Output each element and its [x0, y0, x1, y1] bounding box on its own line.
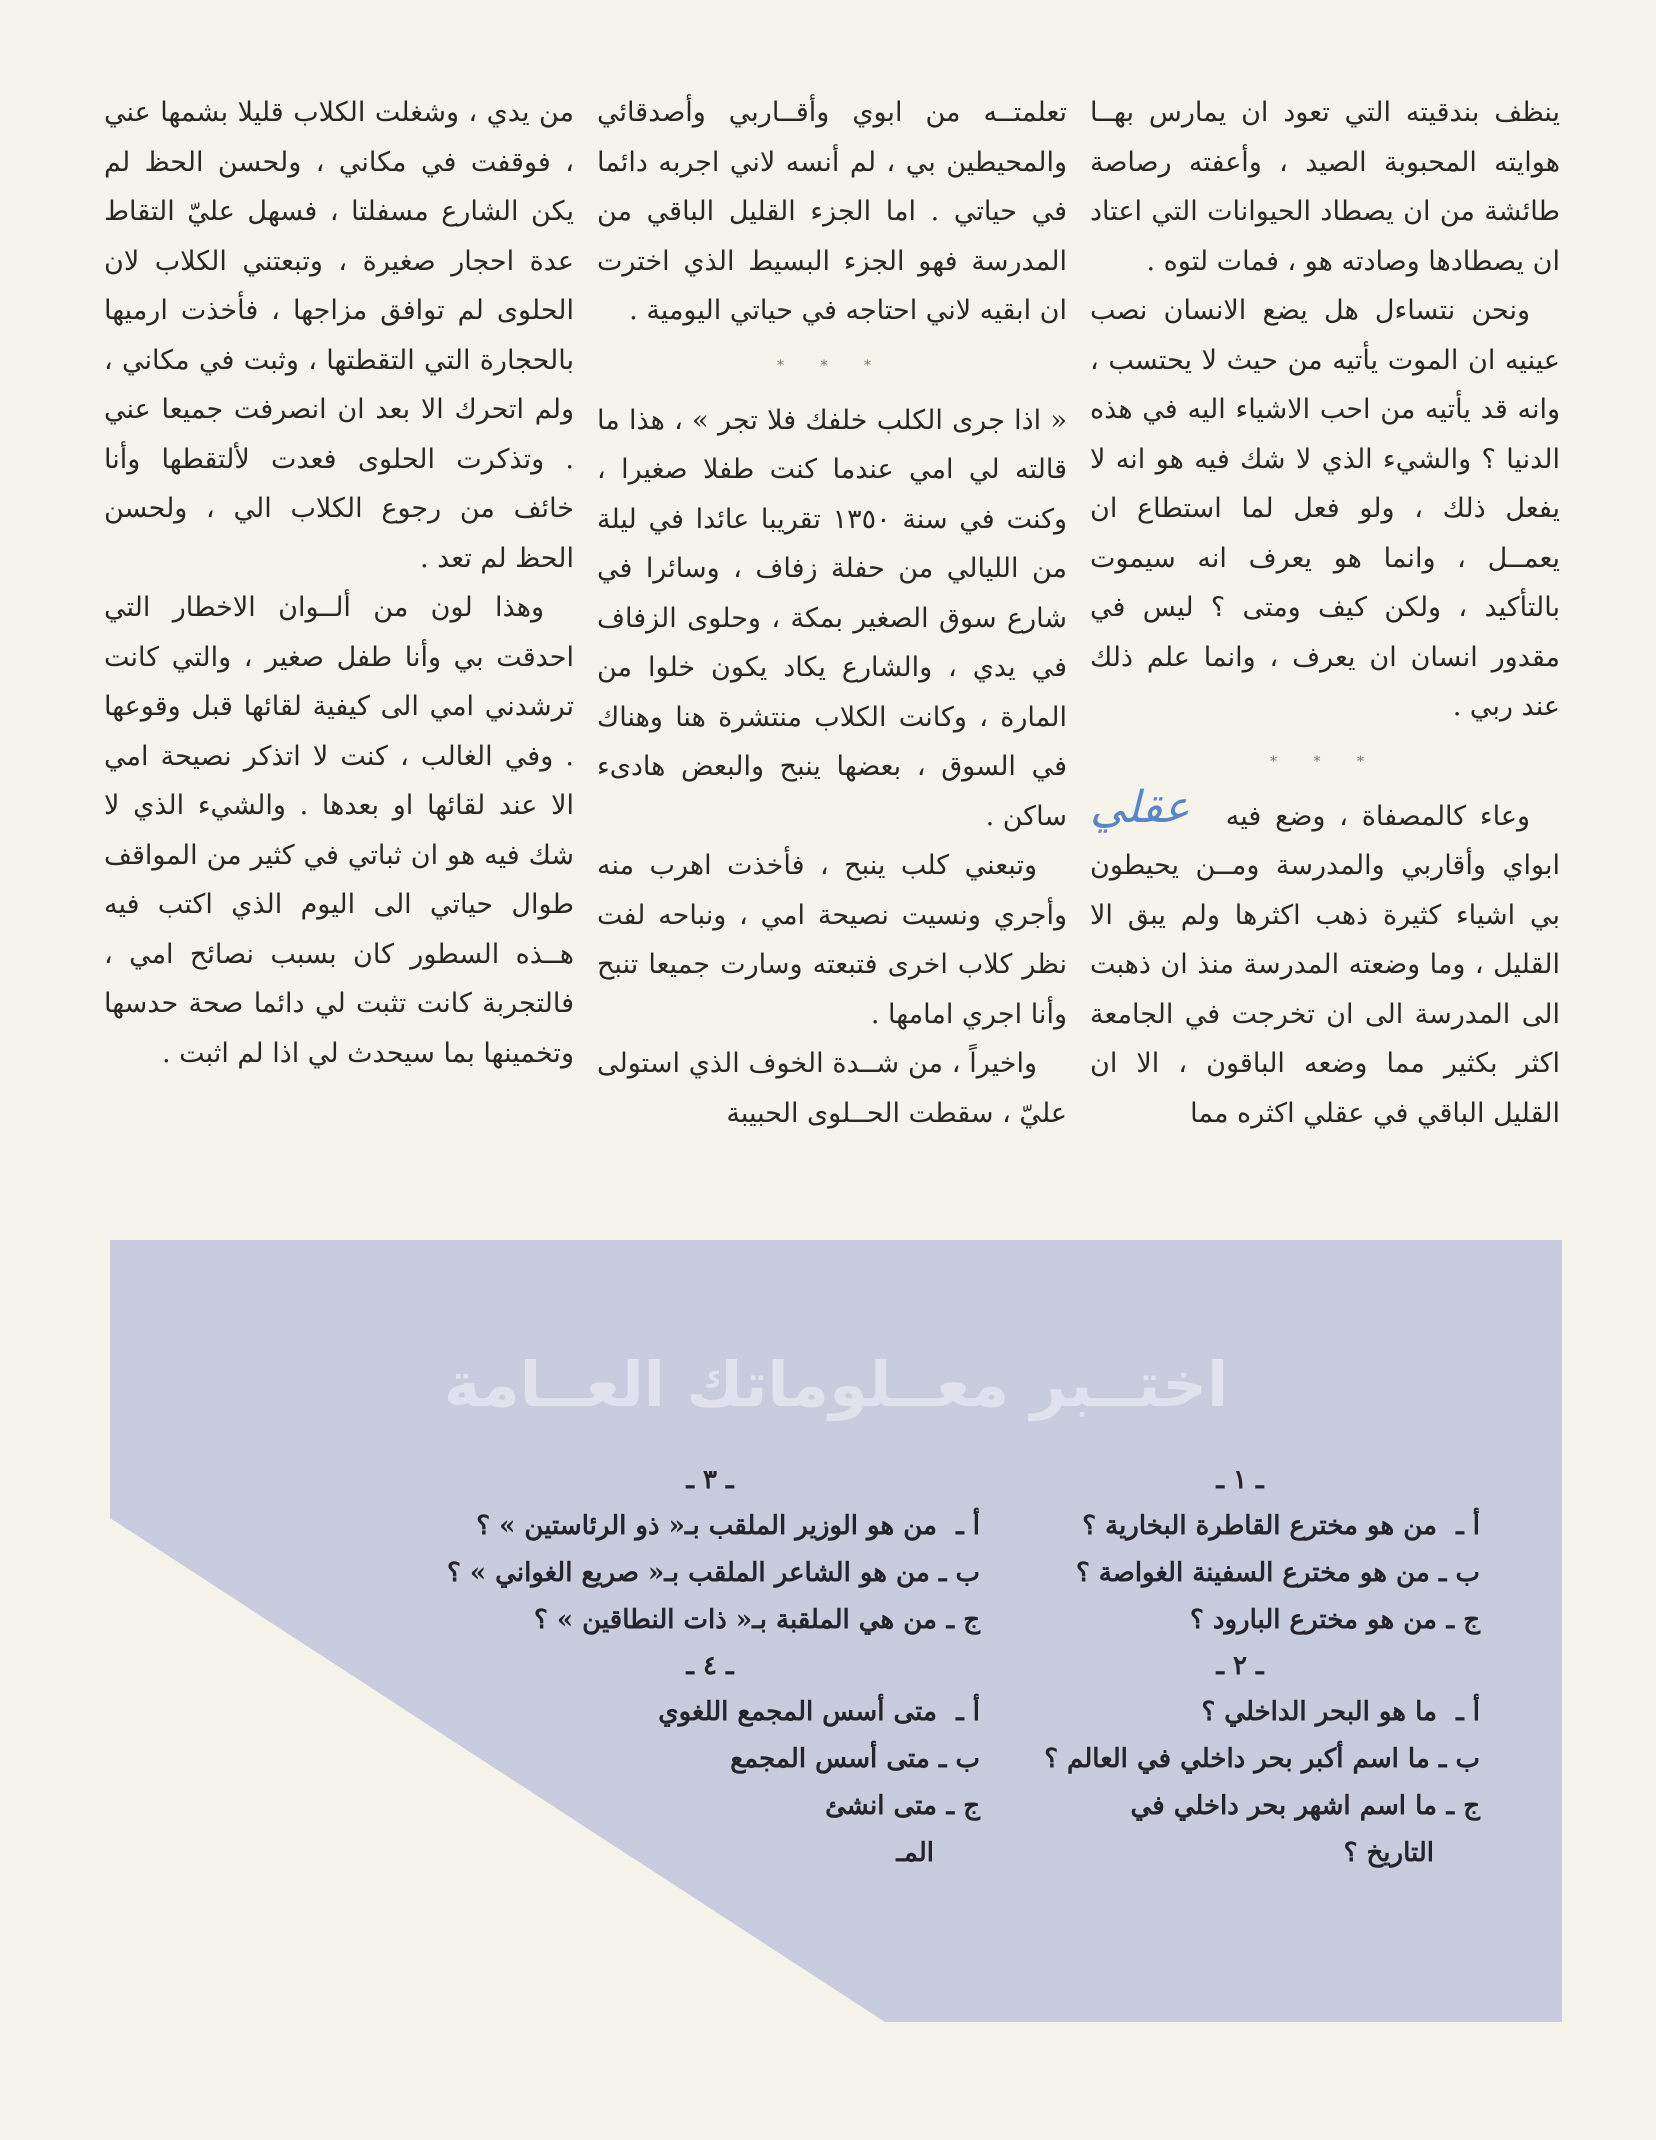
paragraph-text: وعاء كالمصفاة ، وضع فيه ابواي وأقاربي والمدرسة ومــن يحيطون بي اشياء كثيرة ذهب اكثرها ولم يبق الا القليل ، وما وضعته المدرسة منذ ان ذهبت الى المدرسة الى ان تخرجت في الجامعة اكثر بكثير مما وضعه الباقون ، الا ان القليل الباقي في عقلي اكثره مما — [1090, 800, 1560, 1129]
section-separator: * * * — [1270, 753, 1380, 770]
article-column-right — [1090, 88, 1560, 1138]
question-group-number: ـ ١ ـ — [1216, 1465, 1264, 1495]
section-separator: * * * — [777, 357, 887, 374]
question-letter: ج ـ — [1446, 1605, 1480, 1635]
question-letter: ج ـ — [946, 1605, 980, 1635]
paragraph: وهذا لون من ألــوان الاخطار التي احدقت بي وأنا طفل صغير ، والتي كانت ترشدني امي الى كيفية لقائها قبل وقوعها . وفي الغالب ، كنت لا اتذكر نصيحة امي الا عند لقائها او بعدها . والشيء الذي لا شك فيه هو ان ثباتي في كثير من المواقف طوال حياتي الى اليوم الذي اكتب فيه هــذه السطور كان بسبب نصائح امي ، فالتجربة كانت تثبت لي دائما صحة حدسها وتخمينها بما سيحدث لي اذا لم اثبت . — [104, 592, 574, 1069]
paragraph: « اذا جرى الكلب خلفك فلا تجر » ، هذا ما قالته لي امي عندما كنت طفلا صغيرا ، وكنت في سنة ١٣٥٠ تقريبا عائدا في ليلة من الليالي من حفلة زفاف ، وسائرا في شارع سوق الصغير بمكة ، وحلوى الزفاف في يدي ، والشارع يكاد يكون خلوا من المارة ، وكانت الكلاب منتشرة هنا وهناك في السوق ، بعضها ينبح والبعض هادىء ساكن . — [597, 404, 1067, 832]
question-text: من هو مخترع السفينة الغواصة ؟ — [1075, 1558, 1430, 1588]
article-column-middle — [597, 88, 1067, 1138]
question-letter: ج ـ — [1446, 1791, 1480, 1821]
paragraph: ينظف بندقيته التي تعود ان يمارس بهــا هوايته المحبوبة الصيد ، وأعفته رصاصة طائشة من ان يصطاد الحيوانات التي اعتاد ان يصطادها وصادته هو ، فمات لتوه . — [1090, 97, 1560, 277]
question-group-number: ـ ٣ ـ — [686, 1465, 734, 1495]
question-text: متى أسس المجمع — [730, 1744, 930, 1774]
question-text: ما اسم اشهر بحر داخلي في — [1130, 1791, 1437, 1821]
question-text: ما هو البحر الداخلي ؟ — [1201, 1697, 1437, 1727]
folded-corner — [110, 1518, 885, 2022]
question-continuation: التاريخ ؟ — [1343, 1838, 1434, 1868]
quiz-box — [110, 1240, 1562, 2022]
question-letter: أ ـ — [956, 1697, 980, 1727]
question-text: متى انشئ — [825, 1791, 937, 1821]
question-text: من هو مخترع البارود ؟ — [1190, 1605, 1437, 1635]
page-fold-overlay — [110, 1240, 1562, 2022]
question-text: من هو الشاعر الملقب بـ« صريع الغواني » ؟ — [447, 1558, 930, 1588]
question-text: من هو الوزير الملقب بـ« ذو الرئاستين » ؟ — [476, 1511, 937, 1541]
paragraph: وتبعني كلب ينبح ، فأخذت اهرب منه وأجري ونسيت نصيحة امي ، ونباحه لفت نظر كلاب اخرى فتبعته وسارت جميعا تنبح وأنا اجري امامها . — [597, 850, 1067, 1030]
question-text: من هو مخترع القاطرة البخارية ؟ — [1082, 1511, 1437, 1541]
handwritten-annotation: عقلي — [1090, 781, 1190, 833]
question-group-number: ـ ٢ ـ — [1216, 1651, 1264, 1681]
question-letter: ج ـ — [946, 1791, 980, 1821]
question-letter: ب ـ — [938, 1744, 980, 1774]
question-text: متى أسس المجمع اللغوي — [658, 1697, 937, 1727]
paragraph: تعلمتــه من ابوي وأقــاربي وأصدقائي والمحيطين بي ، لم أنسه لاني اجربه دائما في حياتي . اما الجزء القليل الباقي من المدرسة فهو الجزء البسيط الذي اخترت ان ابقيه لاني احتاجه في حياتي اليومية . — [597, 97, 1067, 326]
paragraph: واخيراً ، من شــدة الخوف الذي استولى عليّ ، سقطت الحــلوى الحبيبة — [597, 1048, 1067, 1129]
question-continuation: المـ — [896, 1838, 934, 1868]
paragraph: من يدي ، وشغلت الكلاب قليلا بشمها عني ، فوقفت في مكاني ، ولحسن الحظ لم يكن الشارع مسفلتا ، فسهل عليّ التقاط عدة احجار صغيرة ، وتبعتني الكلاب لان الحلوى لم توافق مزاجها ، فأخذت ارميها بالحجارة التي التقطتها ، وثبت في مكاني ، ولم اتحرك الا بعد ان انصرفت جميعا عني . وتذكرت الحلوى فعدت لألتقطها وأنا خائف من رجوع الكلاب الي ، ولحسن الحظ لم تعد . — [104, 97, 574, 574]
question-letter: أ ـ — [1456, 1697, 1480, 1727]
question-text: من هي الملقبة بـ« ذات النطاقين » ؟ — [534, 1605, 937, 1635]
question-letter: أ ـ — [1456, 1511, 1480, 1541]
quiz-title: اختــبر معــلوماتك العــامة — [443, 1348, 1229, 1421]
paragraph — [1090, 781, 1560, 1139]
question-letter: ب ـ — [938, 1558, 980, 1588]
article-column-left — [104, 88, 574, 1078]
question-letter: أ ـ — [956, 1511, 980, 1541]
question-text: ما اسم أكبر بحر داخلي في العالم ؟ — [1044, 1744, 1430, 1774]
question-letter: ب ـ — [1438, 1744, 1480, 1774]
question-letter: ب ـ — [1438, 1558, 1480, 1588]
paragraph: ونحن نتساءل هل يضع الانسان نصب عينيه ان الموت يأتيه من حيث لا يحتسب ، وانه قد يأتيه من احب الاشياء اليه في هذه الدنيا ؟ والشيء الذي لا شك فيه هو انه لا يفعل ذلك ، ولو فعل لما استطاع ان يعمــل ، وانما هو يعرف انه سيموت بالتأكيد ، ولكن كيف ومتى ؟ ليس في مقدور انسان ان يعرف ، وانما علم ذلك عند ربي . — [1090, 295, 1560, 722]
question-group-number: ـ ٤ ـ — [686, 1651, 734, 1681]
